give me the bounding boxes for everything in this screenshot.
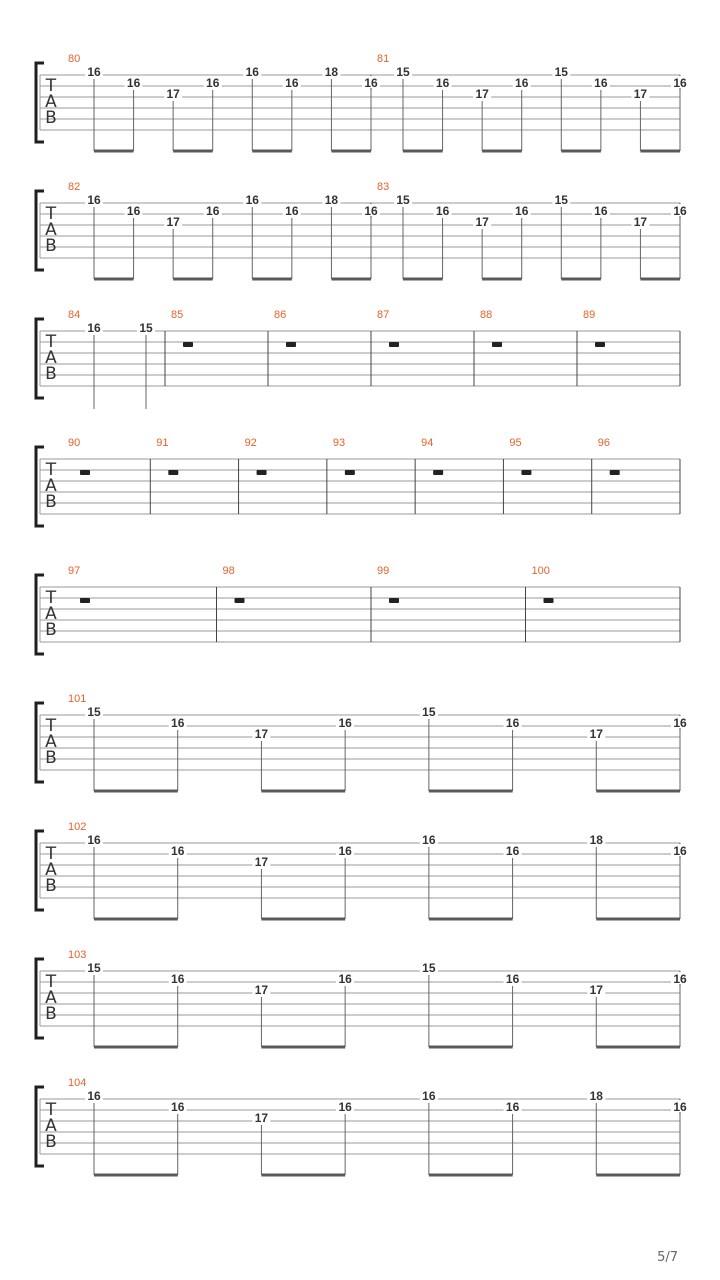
tab-clef-letter: T [45,204,57,224]
fret-number: 17 [589,727,603,741]
measure-number: 86 [274,309,287,321]
tab-clef-letter: A [45,860,57,880]
fret-number: 16 [515,76,529,90]
fret-number: 16 [435,204,450,218]
fret-number: 16 [505,844,520,858]
fret-number: 15 [87,961,101,975]
rest-symbol [521,470,531,475]
rest-symbol [544,598,554,603]
tab-clef-letter: B [45,364,57,384]
fret-number: 16 [126,76,141,90]
rest-symbol [492,342,502,347]
fret-number: 17 [254,983,269,997]
fret-number: 16 [87,65,101,79]
measure-number: 90 [68,437,81,449]
fret-number: 16 [245,65,259,79]
measure-number: 95 [509,437,522,449]
measure-number: 81 [377,53,390,65]
fret-number: 16 [673,844,687,858]
measure-number: 98 [222,565,235,577]
fret-number: 18 [324,193,339,207]
measure-number: 103 [68,949,87,961]
measure-number: 101 [68,693,87,705]
fret-number: 16 [422,833,436,847]
rest-symbol [80,470,90,475]
fret-number: 16 [594,76,608,90]
fret-number: 16 [435,76,450,90]
fret-number: 18 [589,1089,603,1103]
rest-symbol [168,470,178,475]
fret-number: 16 [206,204,220,218]
measure-number: 80 [68,53,81,65]
tab-clef-letter: B [45,1004,57,1024]
fret-number: 16 [422,1089,436,1103]
rest-symbol [286,342,296,347]
tab-clef-letter: B [45,1132,57,1152]
fret-number: 16 [245,193,259,207]
measure-number: 88 [480,309,493,321]
fret-number: 16 [171,716,185,730]
tab-clef-letter: T [45,588,57,608]
measure-number: 97 [68,565,81,577]
measure-number: 104 [68,1077,87,1089]
fret-number: 17 [475,87,489,101]
fret-number: 17 [589,983,603,997]
fret-number: 16 [338,1100,352,1114]
tab-clef-letter: A [45,604,57,624]
fret-number: 16 [673,1100,687,1114]
fret-number: 16 [206,76,220,90]
fret-number: 16 [673,76,687,90]
rest-symbol [610,470,620,475]
fret-number: 17 [633,215,648,229]
tab-clef-letter: B [45,492,57,512]
fret-number: 15 [396,193,410,207]
measure-number: 94 [421,437,434,449]
tab-clef-letter: A [45,92,57,112]
tab-clef-letter: B [45,108,57,128]
tab-clef-letter: T [45,716,57,736]
tab-clef-letter: A [45,732,57,752]
tab-clef-letter: B [45,620,57,640]
fret-number: 15 [554,193,568,207]
tab-clef-letter: B [45,876,57,896]
fret-number: 17 [166,215,180,229]
fret-number: 15 [554,65,568,79]
tab-clef-letter: A [45,1116,57,1136]
fret-number: 16 [87,833,101,847]
fret-number: 16 [171,972,185,986]
fret-number: 16 [505,1100,520,1114]
fret-number: 16 [87,193,101,207]
measure-number: 83 [377,181,390,193]
fret-number: 17 [475,215,489,229]
fret-number: 15 [87,705,101,719]
measure-number: 100 [531,565,550,577]
fret-number: 17 [254,1111,269,1125]
measure-number: 102 [68,821,87,833]
fret-number: 16 [285,204,299,218]
measure-number: 91 [156,437,169,449]
rest-symbol [389,342,399,347]
tab-clef-letter: T [45,76,57,96]
fret-number: 16 [338,844,352,858]
tab-clef-letter: A [45,348,57,368]
tab-clef-letter: T [45,844,57,864]
page-number: 5/7 [657,1250,678,1265]
tab-clef-letter: T [45,460,57,480]
measure-number: 89 [583,309,596,321]
fret-number: 16 [505,972,520,986]
rest-symbol [183,342,193,347]
fret-number: 17 [633,87,648,101]
tab-clef-letter: A [45,988,57,1008]
rest-symbol [257,470,267,475]
fret-number: 16 [364,204,378,218]
fret-number: 16 [673,204,687,218]
fret-number: 16 [364,76,378,90]
rest-symbol [389,598,399,603]
fret-number: 16 [338,716,352,730]
fret-number: 16 [515,204,529,218]
measure-number: 85 [171,309,184,321]
fret-number: 16 [505,716,520,730]
fret-number: 17 [166,87,180,101]
tab-clef-letter: A [45,476,57,496]
fret-number: 15 [422,961,436,975]
measure-number: 93 [332,437,346,449]
measure-number: 84 [68,309,81,321]
measure-number: 87 [377,309,390,321]
fret-number: 18 [589,833,603,847]
tab-clef-letter: T [45,1100,57,1120]
tab-clef-letter: T [45,332,57,352]
measure-number: 92 [244,437,257,449]
fret-number: 17 [254,855,269,869]
fret-number: 16 [87,1089,101,1103]
rest-symbol [345,470,355,475]
tab-clef-letter: B [45,748,57,768]
rest-symbol [80,598,90,603]
measure-number: 82 [68,181,81,193]
rest-symbol [235,598,245,603]
fret-number: 17 [254,727,269,741]
measure-number: 96 [597,437,610,449]
tab-clef-letter: B [45,236,57,256]
rest-symbol [433,470,443,475]
fret-number: 16 [673,716,687,730]
measure-number: 99 [377,565,390,577]
fret-number: 16 [87,321,101,335]
fret-number: 16 [171,1100,185,1114]
fret-number: 15 [422,705,436,719]
tab-clef-letter: A [45,220,57,240]
tab-clef-letter: T [45,972,57,992]
fret-number: 16 [338,972,352,986]
fret-number: 15 [139,321,153,335]
fret-number: 16 [673,972,687,986]
fret-number: 16 [126,204,141,218]
fret-number: 16 [285,76,299,90]
rest-symbol [595,342,605,347]
fret-number: 15 [396,65,410,79]
fret-number: 16 [171,844,185,858]
fret-number: 16 [594,204,608,218]
fret-number: 18 [324,65,339,79]
